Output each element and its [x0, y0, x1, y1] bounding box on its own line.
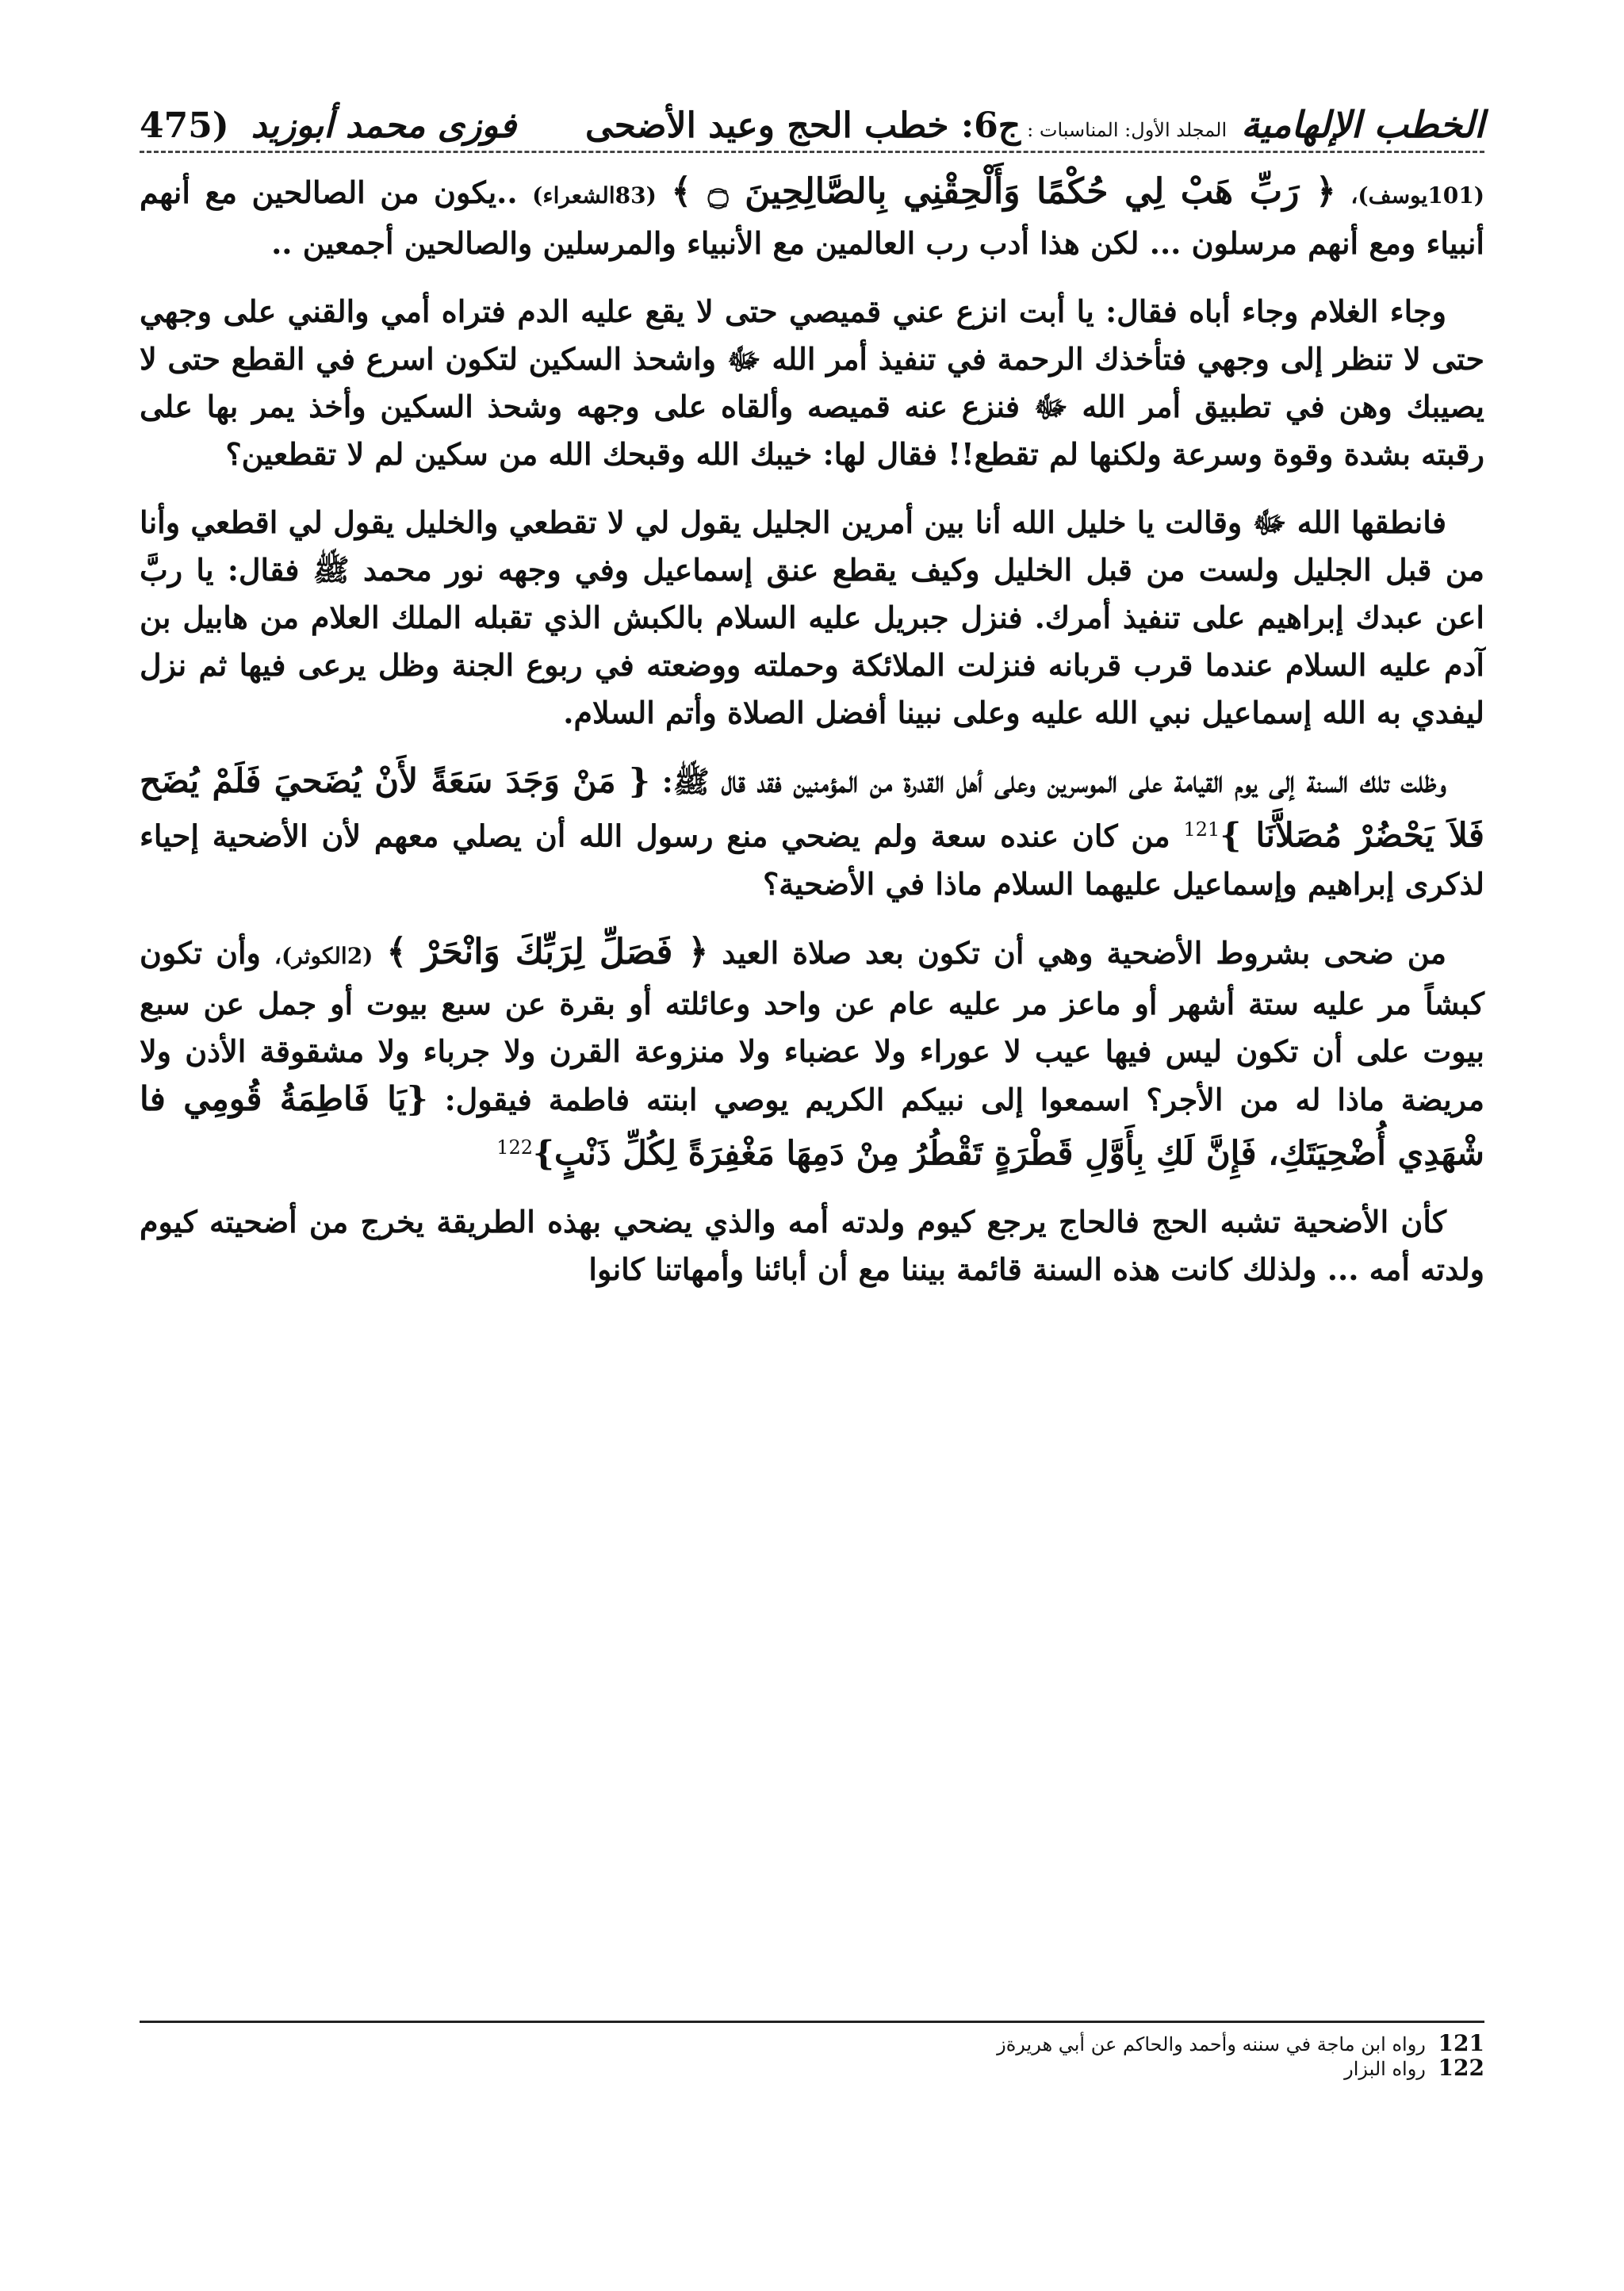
part-title: ج6: خطب الحج وعيد الأضحى: [585, 105, 1021, 146]
book-title: الخطب الإلهامية: [1241, 103, 1484, 146]
footnote-marker: 122: [496, 1136, 534, 1159]
quran-verse: ﴿ فَصَلِّ لِرَبِّكَ وَانْحَرْ ﴾: [386, 931, 709, 972]
paragraph-text: ..يكون من الصالحين مع أنهم أنبياء ومع أنهم مرسلون ... لكن هذا أدب رب العالمين مع الأنبياء والمرسلين والصالحين أجمعين ..: [140, 174, 1484, 261]
footnote-item: [140, 2056, 1484, 2081]
hadith-quote: {يَا فَاطِمَةُ قُومِي فا شْهَدِي أُضْحِيَتَكِ، فَإِنَّ لَكِ بِأَوَّلِ قَطْرَةٍ تَقْطُرُ مِنْ دَمِهَا مَغْفِرَةً لِكُلِّ ذَنْبٍ}: [140, 1078, 1484, 1173]
paragraph-3: فانطقها الله ﷻ وقالت يا خليل الله أنا بين أمرين الجليل يقول لي لا تقطعي والخليل يقول لي اقطعي وأنا من قبل الجليل ولست من قبل الخليل وكيف يقطع عنق إسماعيل وفي وجهه نور محمد ﷺ فقال: يا ربَّ اعن عبدك إبراهيم على تنفيذ أمرك. فنزل جبريل عليه السلام بالكبش الذي تقبله الملك العلام من هابيل بن آدم عليه السلام عندما قرب قربانه فنزلت الملائكة وحملته ووضعته في ربوع الجنة وظل يرعى فيها ثم نزل ليفدي به الله إسماعيل نبي الله عليه وعلى نبينا أفضل الصلاة وأتم السلام.: [140, 504, 1484, 730]
footnote-marker: 121: [1183, 818, 1220, 841]
author-name: فوزى محمد أبوزيد: [251, 105, 517, 146]
footnote-item: [140, 2032, 1484, 2056]
paragraph-2: وجاء الغلام وجاء أباه فقال: يا أبت انزع عني قميصي حتى لا يقع عليه الدم فتراه أمي والقني على وجهي حتى لا تنظر إلى وجهي فتأخذك الرحمة في تنفيذ أمر الله ﷻ واشحذ السكين لتكون اسرع في القطع حتى لا يصيبك وهن في تطبيق أمر الله ﷻ فنزع عنه قميصه وألقاه على وجهه وشحذ السكين وأخذ يمر بها على رقبته بشدة وقوة وسرعة ولكنها لم تقطع!! فقال لها: خيبك الله وقبحك الله من سكين لم لا تقطعين؟: [140, 293, 1484, 472]
paragraph-6: كأن الأضحية تشبه الحج فالحاج يرجع كيوم ولدته أمه والذي يضحي بهذه الطريقة يخرج من أضحيته كيوم ولدته أمه ... ولذلك كانت هذه السنة قائمة بيننا مع أن أبائنا وأمهاتنا كانوا: [140, 1204, 1484, 1288]
paragraph-text: من كان عنده سعة ولم يضحي منع رسول الله أن يصلي معهم لأن الأضحية إحياء لذكرى إبراهيم وإسماعيل عليهما السلام ماذا في الأضحية؟: [140, 818, 1484, 902]
verse-reference: (101يوسف)،: [1350, 182, 1485, 209]
footnotes: [140, 2032, 1484, 2081]
paragraph-text: من ضحى بشروط الأضحية وهي أن تكون بعد صلاة العيد: [722, 934, 1446, 971]
footnote-text: رواه البزار: [1344, 2058, 1426, 2080]
running-header: [140, 89, 1484, 146]
body-text: [140, 168, 1484, 1314]
header-divider: [140, 151, 1484, 153]
paragraph-text: وأن تكون كبشاً مر عليه ستة أشهر أو ماعز مر عليه عام عن واحد وعائلته أو بقرة عن سبع بيوت أو جمل عن سبع بيوت على أن تكون ليس فيها عيب لا عوراء ولا عضباء ولا منزوعة القرن ولا جرباء ولا مشقوقة الأذن ولا مريضة ماذا له من الأجر؟ اسمعوا إلى نبيكم الكريم يوصي ابنته فاطمة فيقول:: [140, 934, 1484, 1117]
page-number: 475): [140, 105, 229, 146]
footnote-divider: [140, 2021, 1484, 2023]
footnote-number: 122: [1438, 2055, 1484, 2081]
paragraph-text: وظلت تلك السنة إلى يوم القيامة على الموسرين وعلى أهل القدرة من المؤمنين فقد قال ﷺ:: [661, 764, 1446, 799]
paragraph-5: [140, 929, 1484, 1178]
paragraph-4: [140, 757, 1484, 908]
hadith-quote: { مَنْ وَجَدَ سَعَةً لأَنْ يُضَحيَ فَلَمْ يُضَح فَلاَ يَحْضُرْ مُصَلاَّنَا }: [140, 761, 1485, 855]
volume-label: المجلد الأول: المناسبات :: [1027, 119, 1228, 141]
footnote-number: 121: [1438, 2030, 1484, 2056]
quran-verse: ﴿ رَبِّ هَبْ لِي حُكْمًا وَأَلْحِقْنِي بِالصَّالِحِينَ ۝ ﴾: [671, 171, 1336, 212]
verse-reference: (2الكوثر)،: [274, 942, 373, 969]
paragraph-1: [140, 168, 1484, 267]
footnote-text: رواه ابن ماجة في سننه وأحمد والحاكم عن أبي هريرةز: [997, 2033, 1426, 2055]
verse-reference: (83الشعراء): [532, 182, 657, 209]
